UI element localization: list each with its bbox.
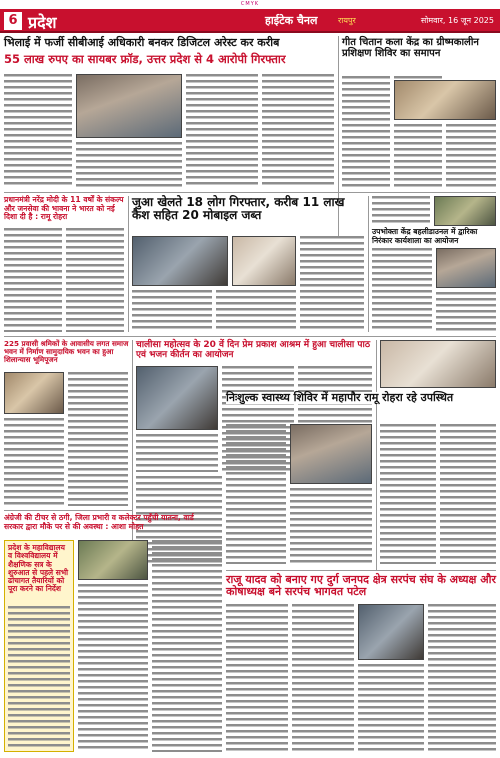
health-body-col4: [440, 424, 496, 564]
sidebox-headline: प्रदेश के महाविद्यालय व विश्वविद्यालय में शैक्षणिक सत्र के शुरुआत से पहले सभी ढांचागत तैयारियों को पूरा करने का निर्देश: [8, 543, 69, 594]
consumer-body-col2: [436, 292, 496, 332]
english-photo: [78, 540, 148, 580]
health-photo: [290, 424, 372, 484]
column-divider: [132, 340, 133, 570]
page-header: [0, 9, 500, 33]
housing-body-col1: [68, 372, 128, 506]
masthead: हाईटेक चैनल: [265, 14, 318, 27]
raju-body-col4: [428, 604, 496, 752]
section-divider: [226, 570, 496, 571]
raju-body-col3: [358, 664, 424, 752]
english-body-col2: [152, 540, 222, 752]
page-number: 6: [4, 12, 22, 30]
health-headline: निःशुल्क स्वास्थ्य शिविर में महापौर रामू रोहरा रहे उपस्थित: [226, 392, 496, 404]
lead-body-col3: [186, 74, 258, 188]
gamble-headline: जुआ खेलते 18 लोग गिरफ्तार, करीब 11 लाख कैश सहित 20 मोबाइल जब्त: [132, 195, 345, 223]
modi-body-col1: [4, 228, 62, 332]
housing-body-col2: [4, 418, 64, 506]
chalisa-headline: चालीसा महोत्सव के 20 वें दिन प्रेम प्रकाश आश्रम में हुआ चालीसा पाठ एवं भजन कीर्तन का आयोजन: [136, 340, 371, 361]
raju-headline: राजू यादव को बनाए गए दुर्ग जनपद क्षेत्र सरपंच संघ के अध्यक्ष और कोषाध्यक्ष बने सरपंच भागवत पटेल: [226, 573, 497, 599]
edition-date: सोमवार, 16 जून 2025: [420, 16, 494, 25]
lead-photo: [76, 74, 182, 138]
raju-body-col2: [292, 604, 354, 752]
section-title: प्रदेश: [28, 13, 57, 32]
print-mark: CMYK: [240, 1, 260, 7]
gamble-photo-2: [232, 236, 296, 286]
section-divider: [4, 336, 496, 337]
consumer-headline: उपभोक्ता केंद्र बहलीडाउनल में द्वारिका निरंकार कार्यशाला का आयोजन: [372, 227, 478, 245]
geet-photo: [394, 80, 496, 120]
lead-body-col2: [76, 142, 182, 188]
housing-photo: [4, 372, 64, 414]
geet-body-col1: [342, 76, 390, 188]
geet-body-col3: [394, 124, 442, 188]
gamble-body-col1: [300, 236, 364, 332]
modi-headline: प्रधानमंत्री नरेंद्र मोदी के 11 वर्षों के संकल्प और जनसेवा की भावना ने भारत को नई दिशा दी है : रामू रोहरा: [4, 195, 124, 221]
health-body-col1: [226, 424, 286, 564]
english-body-col1: [78, 584, 148, 752]
geet-headline: गीत चितान कला केंद्र का ग्रीष्मकालीन प्रशिक्षण शिविर का समापन: [342, 37, 479, 60]
raju-photo: [358, 604, 424, 660]
lead-body-col4: [262, 74, 334, 188]
gamble-photo-1: [132, 236, 228, 286]
lead-subheadline: 55 लाख रुपए का सायबर फ्रॉड, उत्तर प्रदेश से 4 आरोपी गिरफ्तार: [4, 52, 286, 66]
consumer-top-text: [372, 196, 430, 226]
health-body-col3: [380, 424, 436, 564]
housing-headline: 225 प्रवासी श्रमिकों के आवासीय लगत समाज भवन में निर्माण सामुदायिक भवन का हुआ शिलान्यास भूमिपूजन: [4, 339, 129, 365]
english-headline: अंग्रेजी की टीचर से ठगी, जिला प्रभारी व कलेक्टर पहुँची यातना, वार्ड सरकार द्वारा मौके पर से की अवस्था : आशा मोहत: [4, 513, 194, 531]
health-photo-top: [380, 340, 496, 388]
column-divider: [376, 340, 377, 570]
modi-body-col2: [66, 228, 124, 332]
raju-body-col1: [226, 604, 288, 752]
lead-body-col1: [4, 74, 72, 188]
chalisa-body-col3: [136, 434, 218, 472]
lead-headline: भिलाई में फर्जी सीबीआई अधिकारी बनकर डिजिटल अरेस्ट कर करीब: [4, 36, 280, 49]
consumer-photo-top: [434, 196, 496, 226]
health-body-col2: [290, 488, 372, 564]
column-divider: [128, 196, 129, 332]
section-divider: [4, 510, 132, 511]
consumer-body-col1: [372, 248, 432, 332]
section-divider: [4, 192, 496, 193]
column-divider: [368, 196, 369, 332]
sidebox-body: [8, 606, 70, 748]
consumer-photo: [436, 248, 496, 288]
geet-body-col4: [446, 124, 496, 188]
edition-city: रायपुर: [338, 16, 356, 25]
gamble-body-col3: [216, 290, 296, 332]
gamble-body-col2: [132, 290, 212, 332]
chalisa-photo: [136, 366, 218, 430]
